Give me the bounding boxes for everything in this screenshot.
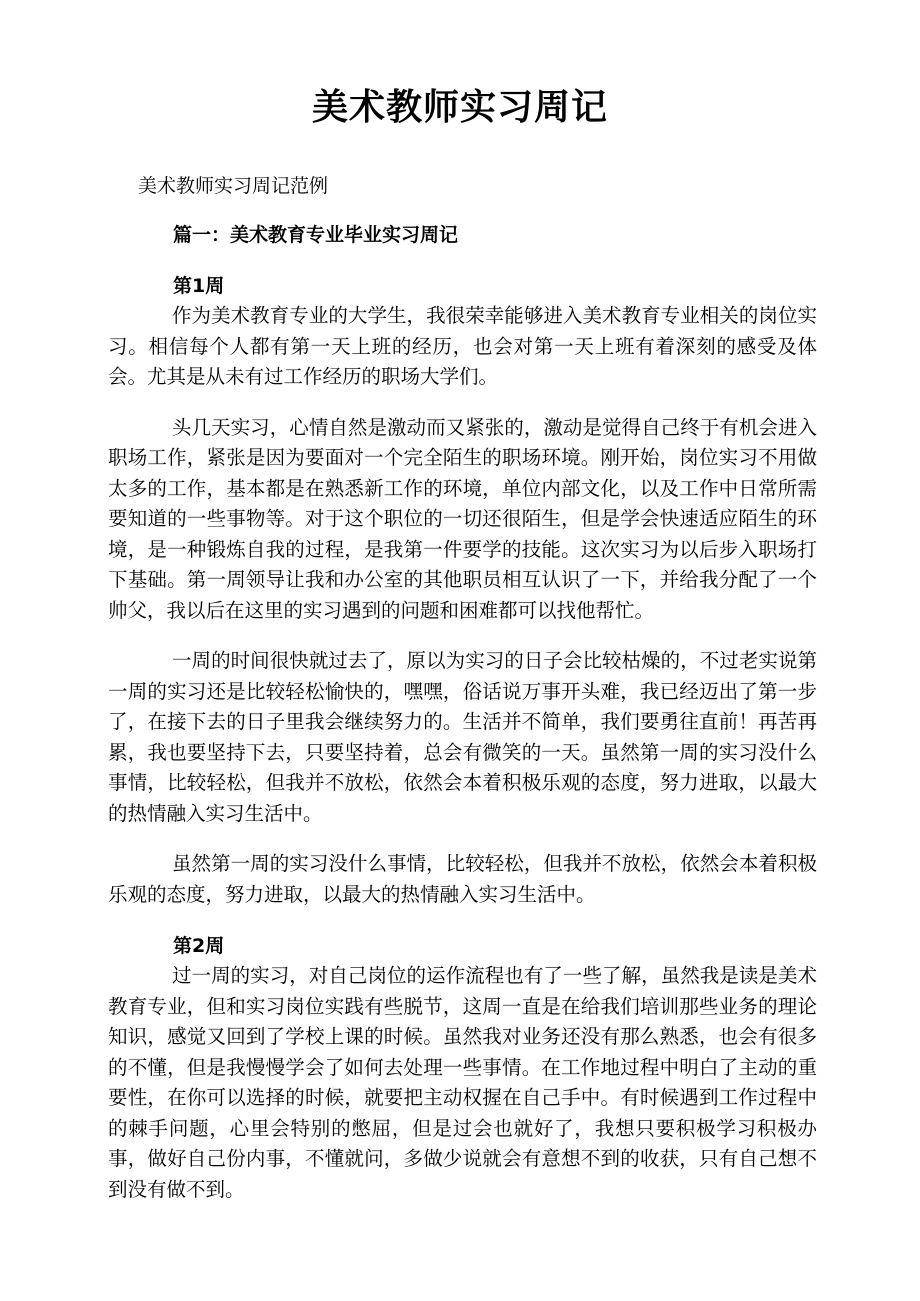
- week-heading-2: 第2周: [173, 935, 225, 957]
- paragraph: 过一周的实习，对自己岗位的运作流程也有了一些了解，虽然我是读是美术教育专业，但和实习岗位实践有些脱节，这周一直是在给我们培训那些业务的理论知识，感觉又回到了学校上课的时候。虽然我对业务还没有那么熟悉，也会有很多的不懂，但是我慢慢学会了如何去处理一些事情。在工作地过程中明白了主动的重要性，在你可以选择的时候，就要把主动权握在自己手中。有时候遇到工作过程中的棘手问题，心里会特别的憋屈，但是过会也就好了，我想只要积极学习积极办事，做好自己份内事，不懂就问，多做少说就会有意想不到的收获，只有自己想不到没有做不到。: [108, 964, 817, 1201]
- page-title: 美术教师实习周记: [311, 87, 608, 128]
- document-subtitle: 美术教师实习周记范例: [138, 175, 329, 197]
- week-1-body: [0, 301, 920, 910]
- paragraph: 作为美术教育专业的大学生，我很荣幸能够进入美术教育专业相关的岗位实习。相信每个人都有第一天上班的经历，也会对第一天上班有着深刻的感受及体会。尤其是从未有过工作经历的职场大学们。: [108, 304, 817, 388]
- paragraph: 虽然第一周的实习没什么事情，比较轻松，但我并不放松，依然会本着积极乐观的态度，努力进取，以最大的热情融入实习生活中。: [108, 852, 817, 906]
- week-2-body: [0, 961, 920, 1205]
- week-heading-1: 第1周: [173, 275, 225, 297]
- paragraph: 头几天实习，心情自然是激动而又紧张的，激动是觉得自己终于有机会进入职场工作，紧张是因为要面对一个完全陌生的职场环境。刚开始，岗位实习不用做太多的工作，基本都是在熟悉新工作的环境，单位内部文化，以及工作中日常所需要知道的一些事物等。对于这个职位的一切还很陌生，但是学会快速适应陌生的环境，是一种锻炼自我的过程，是我第一件要学的技能。这次实习为以后步入职场打下基础。第一周领导让我和办公室的其他职员相互认识了一下，并给我分配了一个帅父，我以后在这里的实习遇到的问题和困难都可以找他帮忙。: [108, 415, 817, 622]
- paragraph: 一周的时间很快就过去了，原以为实习的日子会比较枯燥的，不过老实说第一周的实习还是比较轻松愉快的，嘿嘿，俗话说万事开头难，我已经迈出了第一步了，在接下去的日子里我会继续努力的。生活并不简单，我们要勇往直前！再苦再累，我也要坚持下去，只要坚持着，总会有微笑的一天。虽然第一周的实习没什么事情，比较轻松，但我并不放松，依然会本着积极乐观的态度，努力进取，以最大的热情融入实习生活中。: [108, 649, 817, 825]
- section-heading: 篇一：美术教育专业毕业实习周记: [173, 224, 459, 246]
